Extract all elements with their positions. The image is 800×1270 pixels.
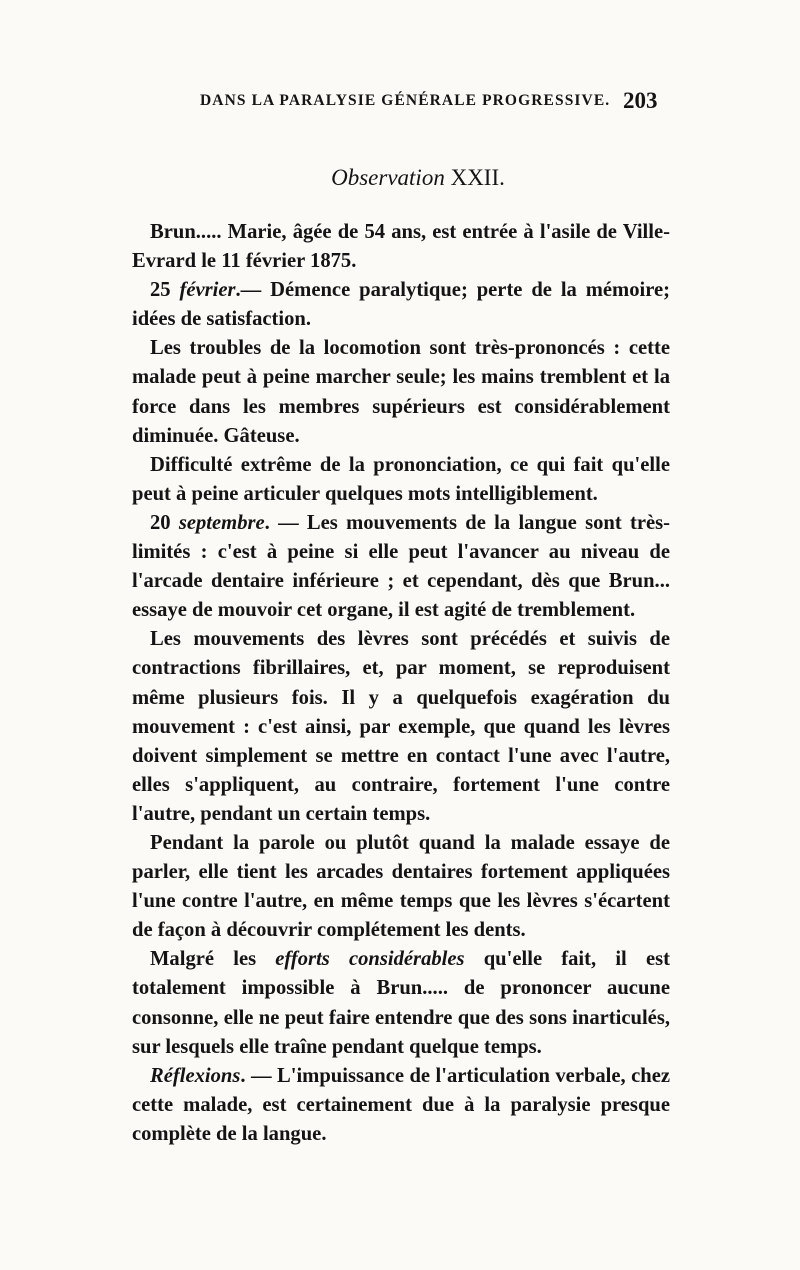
paragraph — [132, 218, 670, 276]
text-run: Pendant la parole ou plutôt quand la malade essaye de parler, elle tient les arcades dentaires fortement appliquées l'une contre l'autre, en même temps que les lèvres s'écartent de façon à découvrir complétement les dents. — [132, 831, 670, 942]
italic-text: février — [179, 279, 236, 302]
italic-text: efforts considérables — [275, 948, 465, 971]
page-number: 203 — [623, 88, 658, 113]
paragraph — [132, 509, 670, 625]
italic-text: septembre — [178, 511, 265, 534]
observation-number: XXII. — [450, 165, 505, 190]
running-title: DANS LA PARALYSIE GÉNÉRALE PROGRESSIVE. — [200, 92, 611, 109]
paragraph — [132, 945, 670, 1061]
text-run: Brun..... Marie, âgée de 54 ans, est entrée à l'asile de Ville-Evrard le 11 février 1875. — [132, 221, 670, 273]
text-run: .— Démence paralytique; perte de la mémoire; idées de satisfaction. — [132, 279, 670, 331]
text-run: . — L'impuissance de l'articulation verbale, chez cette malade, est certainement due à la paralysie presque complète de la langue. — [132, 1064, 670, 1145]
text-run: 25 — [150, 279, 180, 302]
text-run: 20 — [150, 511, 179, 534]
body-text — [132, 218, 670, 1149]
text-run: Malgré les — [150, 948, 276, 971]
paragraph — [132, 1062, 670, 1149]
paragraph — [132, 334, 670, 450]
text-run: Les troubles de la locomotion sont très-prononcés : cette malade peut à peine marcher seule; les mains tremblent et la force dans les membres supérieurs est considérablement diminuée. Gâteuse. — [132, 337, 670, 447]
italic-text: Réflexions — [150, 1064, 241, 1087]
paragraph — [132, 625, 670, 829]
observation-label: Observation — [331, 165, 445, 190]
paragraph — [132, 451, 670, 509]
text-run: . — Les mouvements de la langue sont très-limités : c'est à peine si elle peut l'avancer au niveau de l'arcade dentaire inférieure ; et cependant, dès que Brun... essaye de mouvoir cet organe, il est agité de tremblement. — [132, 511, 670, 622]
text-run: Les mouvements des lèvres sont précédés et suivis de contractions fibrillaires, et, par moment, se reproduisent même plusieurs fois. Il y a quelquefois exagération du mouvement : c'est ainsi, par exemple, que quand les lèvres doivent simplement se mettre en contact l'une avec l'autre, elles s'appliquent, au contraire, fortement l'une contre l'autre, pendant un certain temps. — [132, 628, 670, 825]
observation-heading — [0, 165, 800, 191]
paragraph — [132, 829, 670, 945]
running-head — [200, 88, 800, 122]
paragraph — [132, 276, 670, 334]
text-run: Difficulté extrême de la prononciation, ce qui fait qu'elle peut à peine articuler quelques mots intelligiblement. — [132, 453, 670, 505]
text-run: qu'elle fait, il est totalement impossible à Brun..... de prononcer aucune consonne, elle ne peut faire entendre que des sons inarticulés, sur lesquels elle traîne pendant quelque temps. — [132, 948, 670, 1058]
